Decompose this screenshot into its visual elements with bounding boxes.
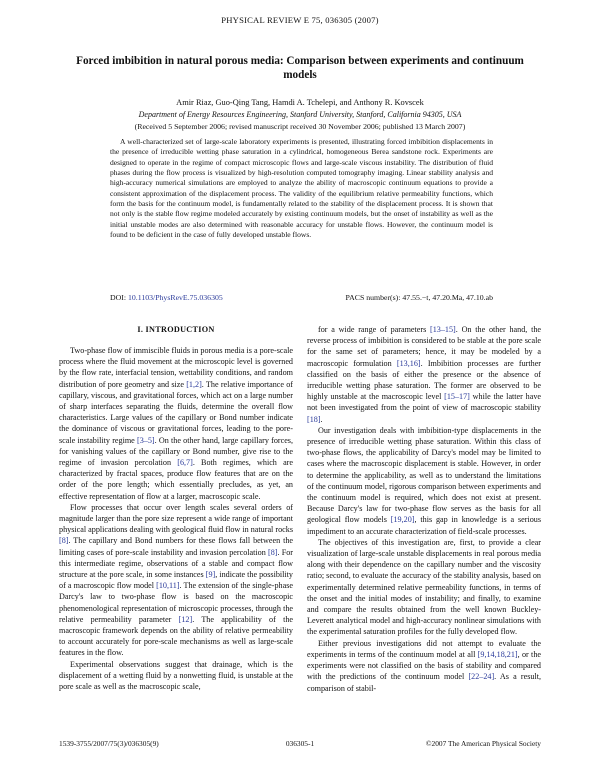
citation-link[interactable]: [22–24] xyxy=(468,672,495,682)
paragraph xyxy=(59,659,293,693)
citation-link[interactable]: [8] xyxy=(267,547,278,557)
citation-link[interactable]: [15–17] xyxy=(444,392,470,402)
journal-header: PHYSICAL REVIEW E 75, 036305 (2007) xyxy=(221,15,379,25)
paragraph-text: The objectives of this investigation are, first, to provide a clear visualization of large-scale unstable displacements in real porous media along with their dependence on the capillary number and the viscosity ratio; second, to evaluate the accuracy of the stability analysis, based on experimentally determined relative permeability functions, in terms of the onset and the initial modes of instability; and finally, to examine and compare the results obtained from the well known Buckley-Leverett analytical model and high-accuracy nonlinear simulations with the experimental saturation profiles for the fully developed flow. xyxy=(307,537,541,637)
abstract: A well-characterized set of large-scale laboratory experiments is presented, illustrating forced imbibition displacements in the presence of irreducible wetting phase saturation in a cylindrical, homogeneous Berea sandstone rock. Experiments are designed to operate in the regime of compact microscopic flows and large-scale viscous instability. The distribution of fluid phases during the flow process is visualized by high-resolution computed tomography imaging. Linear stability analysis and high-accuracy numerical simulations are employed to analyze the ability of macroscopic continuum equations to provide a consistent approximation of the displacement process. The validity of the equilibrium relative permeability functions, which form the basis for the continuum model, is fundamentally related to the stability of the displacement process. It is shown that not only is the stable flow regime modeled accurately by existing continuum models, but the onset of instability as well as the initial unstable modes are also determined with reasonable accuracy for unstable flows. However, the continuum model is found to be deficient in the case of fully developed unstable flows. xyxy=(110,137,493,240)
paragraph xyxy=(307,324,541,425)
citation-link[interactable]: [19,20] xyxy=(390,515,415,525)
citation-link[interactable]: [8] xyxy=(59,536,69,546)
paragraph-text: . On the other hand, the reverse process of imbibition is considered to be stable at the pore scale for the same set of parameters; hence, it may be modeled by a macroscopic formulation xyxy=(307,325,541,368)
paragraph xyxy=(59,502,293,659)
citation-link[interactable]: [13–15] xyxy=(430,325,456,334)
paragraph-text: . Both regimes, which are characterized by fractal spaces, produce flow features that are on the order of the pore length; which essentially precludes, as yet, an effective representation of flow at a larger, macroscopic scale. xyxy=(59,458,293,501)
paragraph-text: . The applicability of the macroscopic framework depends on the ability of relative permeability to account accurately for pore-scale mechanisms as well as large-scale features in the flow. xyxy=(59,614,293,658)
paragraph-text: for a wide range of parameters xyxy=(318,325,431,334)
paragraph-text: . The relative importance of capillary, viscous, and gravitational forces, which act on a large number of sharp interfaces separating the fluids, determine the overall flow characteristics. Large values of the capillary or Bond number indicate the dominance of viscous or gravitational forces, leading to the pore-scale instability regime xyxy=(59,379,293,445)
doi xyxy=(110,293,223,302)
citation-link[interactable]: [10,11] xyxy=(156,581,180,591)
paragraph-text: . The extension of the single-phase Darcy's law to two-phase flow is based on the macroscopic phenomenological representation of microscopic processes, through the relative permeability parameter xyxy=(59,581,293,624)
paragraph xyxy=(59,345,293,502)
paragraph-text: Flow processes that occur over length scales several orders of magnitude larger than the pore size represent a wide range of important physical applications dealing with geological fluid flow in natural rocks xyxy=(59,502,293,535)
received-dates: (Received 5 September 2006; revised manuscript received 30 November 2006; published 13 March 2007) xyxy=(134,122,466,131)
paragraph-text: while the latter have not been investigated from the point of view of macroscopic stability xyxy=(307,392,541,413)
paragraph-text: . As a result, comparison of stabil- xyxy=(307,672,541,693)
citation-link[interactable]: [1,2] xyxy=(186,379,202,389)
paragraph-text: . On the other hand, large capillary forces, for vanishing values of the capillary or Bond number, give rise to the regime of invasion percolation xyxy=(59,435,293,468)
paragraph-text: . For this intermediate regime, observations of a stable and compact flow structure at the pore scale, in some instances xyxy=(59,547,293,580)
paragraph-text: , this gap in knowledge is a serious impediment to an accurate characterization of field-scale processes. xyxy=(307,515,541,536)
paragraph-text: , indicate the possibility of a macroscopic flow model xyxy=(59,570,293,591)
paper-title: Forced imbibition in natural porous media: Comparison between experiments and continuum models xyxy=(76,55,524,81)
right-column xyxy=(307,324,541,694)
affiliation: Department of Energy Resources Engineering, Stanford University, Stanford, California 94305, USA xyxy=(138,110,462,119)
paragraph-text: Experimental observations suggest that drainage, which is the displacement of a wetting fluid by a nonwetting fluid, is unstable at the pore scale as well as the macroscopic scale, xyxy=(59,659,293,692)
paragraph-text: Two-phase flow of immiscible fluids in porous media is a pore-scale process where the fluid movement at the microscopic level is governed by the flow rate, interfacial tension, wettability conditions, and random distribution of pore geometry and size xyxy=(59,346,293,389)
paragraph xyxy=(307,638,541,694)
paragraph-text: . Imbibition processes are further classified on the basis of either the presence or the absence of irreducible wetting phase saturation. The former are observed to be highly unstable at the macroscopic level xyxy=(307,358,542,402)
paragraph-text: . xyxy=(320,414,323,424)
section-heading: I. INTRODUCTION xyxy=(137,325,215,334)
doi-link[interactable]: 10.1103/PhysRevE.75.036305 xyxy=(127,293,223,302)
citation-link[interactable]: [12] xyxy=(178,614,193,624)
paragraph-text: Either previous investigations did not attempt to evaluate the experiments in terms of the continuum model at all xyxy=(307,638,541,659)
citation-link[interactable]: [9,14,18,21] xyxy=(477,649,518,659)
paragraph xyxy=(307,537,541,638)
citation-link[interactable]: [13,16] xyxy=(396,358,421,368)
left-column-body xyxy=(59,345,293,692)
citation-link[interactable]: [3–5] xyxy=(136,435,155,445)
doi-pacs-row xyxy=(110,293,493,304)
paragraph-text: Our investigation deals with imbibition-type displacements in the presence of irreducible wetting phase saturation. Within this class of two-phase flows, the applicability of Darcy's model may be limited to cases where the macroscopic displacement is stable. However, in order to determine the applicability, as well as to understand the limitations of the continuum model, rigorous comparison between experiments and the continuum model is required, which does not exist at present. Because Darcy's law for two-phase flow serves as the basis for all geological flow models xyxy=(307,425,541,525)
citation-link[interactable]: [18] xyxy=(307,414,321,424)
footer-page-number: 036305-1 xyxy=(285,739,315,748)
right-column-body xyxy=(307,324,541,694)
footer-copyright: ©2007 The American Physical Society xyxy=(425,739,541,748)
paragraph xyxy=(307,425,541,537)
citation-link[interactable]: [6,7] xyxy=(177,458,193,468)
left-column xyxy=(59,324,293,692)
paragraph-text: , or the experiments were not classified on the basis of stability and compared with the predictions of the continuum model xyxy=(307,649,541,682)
author-list: Amir Riaz, Guo-Qing Tang, Hamdi A. Tchelepi, and Anthony R. Kovscek xyxy=(176,98,424,107)
paragraph-text: . The capillary and Bond numbers for these flows fall between the limiting cases of pore-scale instability and invasion percolation xyxy=(59,536,293,557)
footer-issn: 1539-3755/2007/75(3)/036305(9) xyxy=(59,739,159,748)
citation-link[interactable]: [9] xyxy=(205,570,216,580)
pacs-numbers: PACS number(s): 47.55.−t, 47.20.Ma, 47.10.ab xyxy=(345,293,493,302)
doi-label: DOI: xyxy=(110,293,127,302)
page-footer xyxy=(59,739,541,749)
